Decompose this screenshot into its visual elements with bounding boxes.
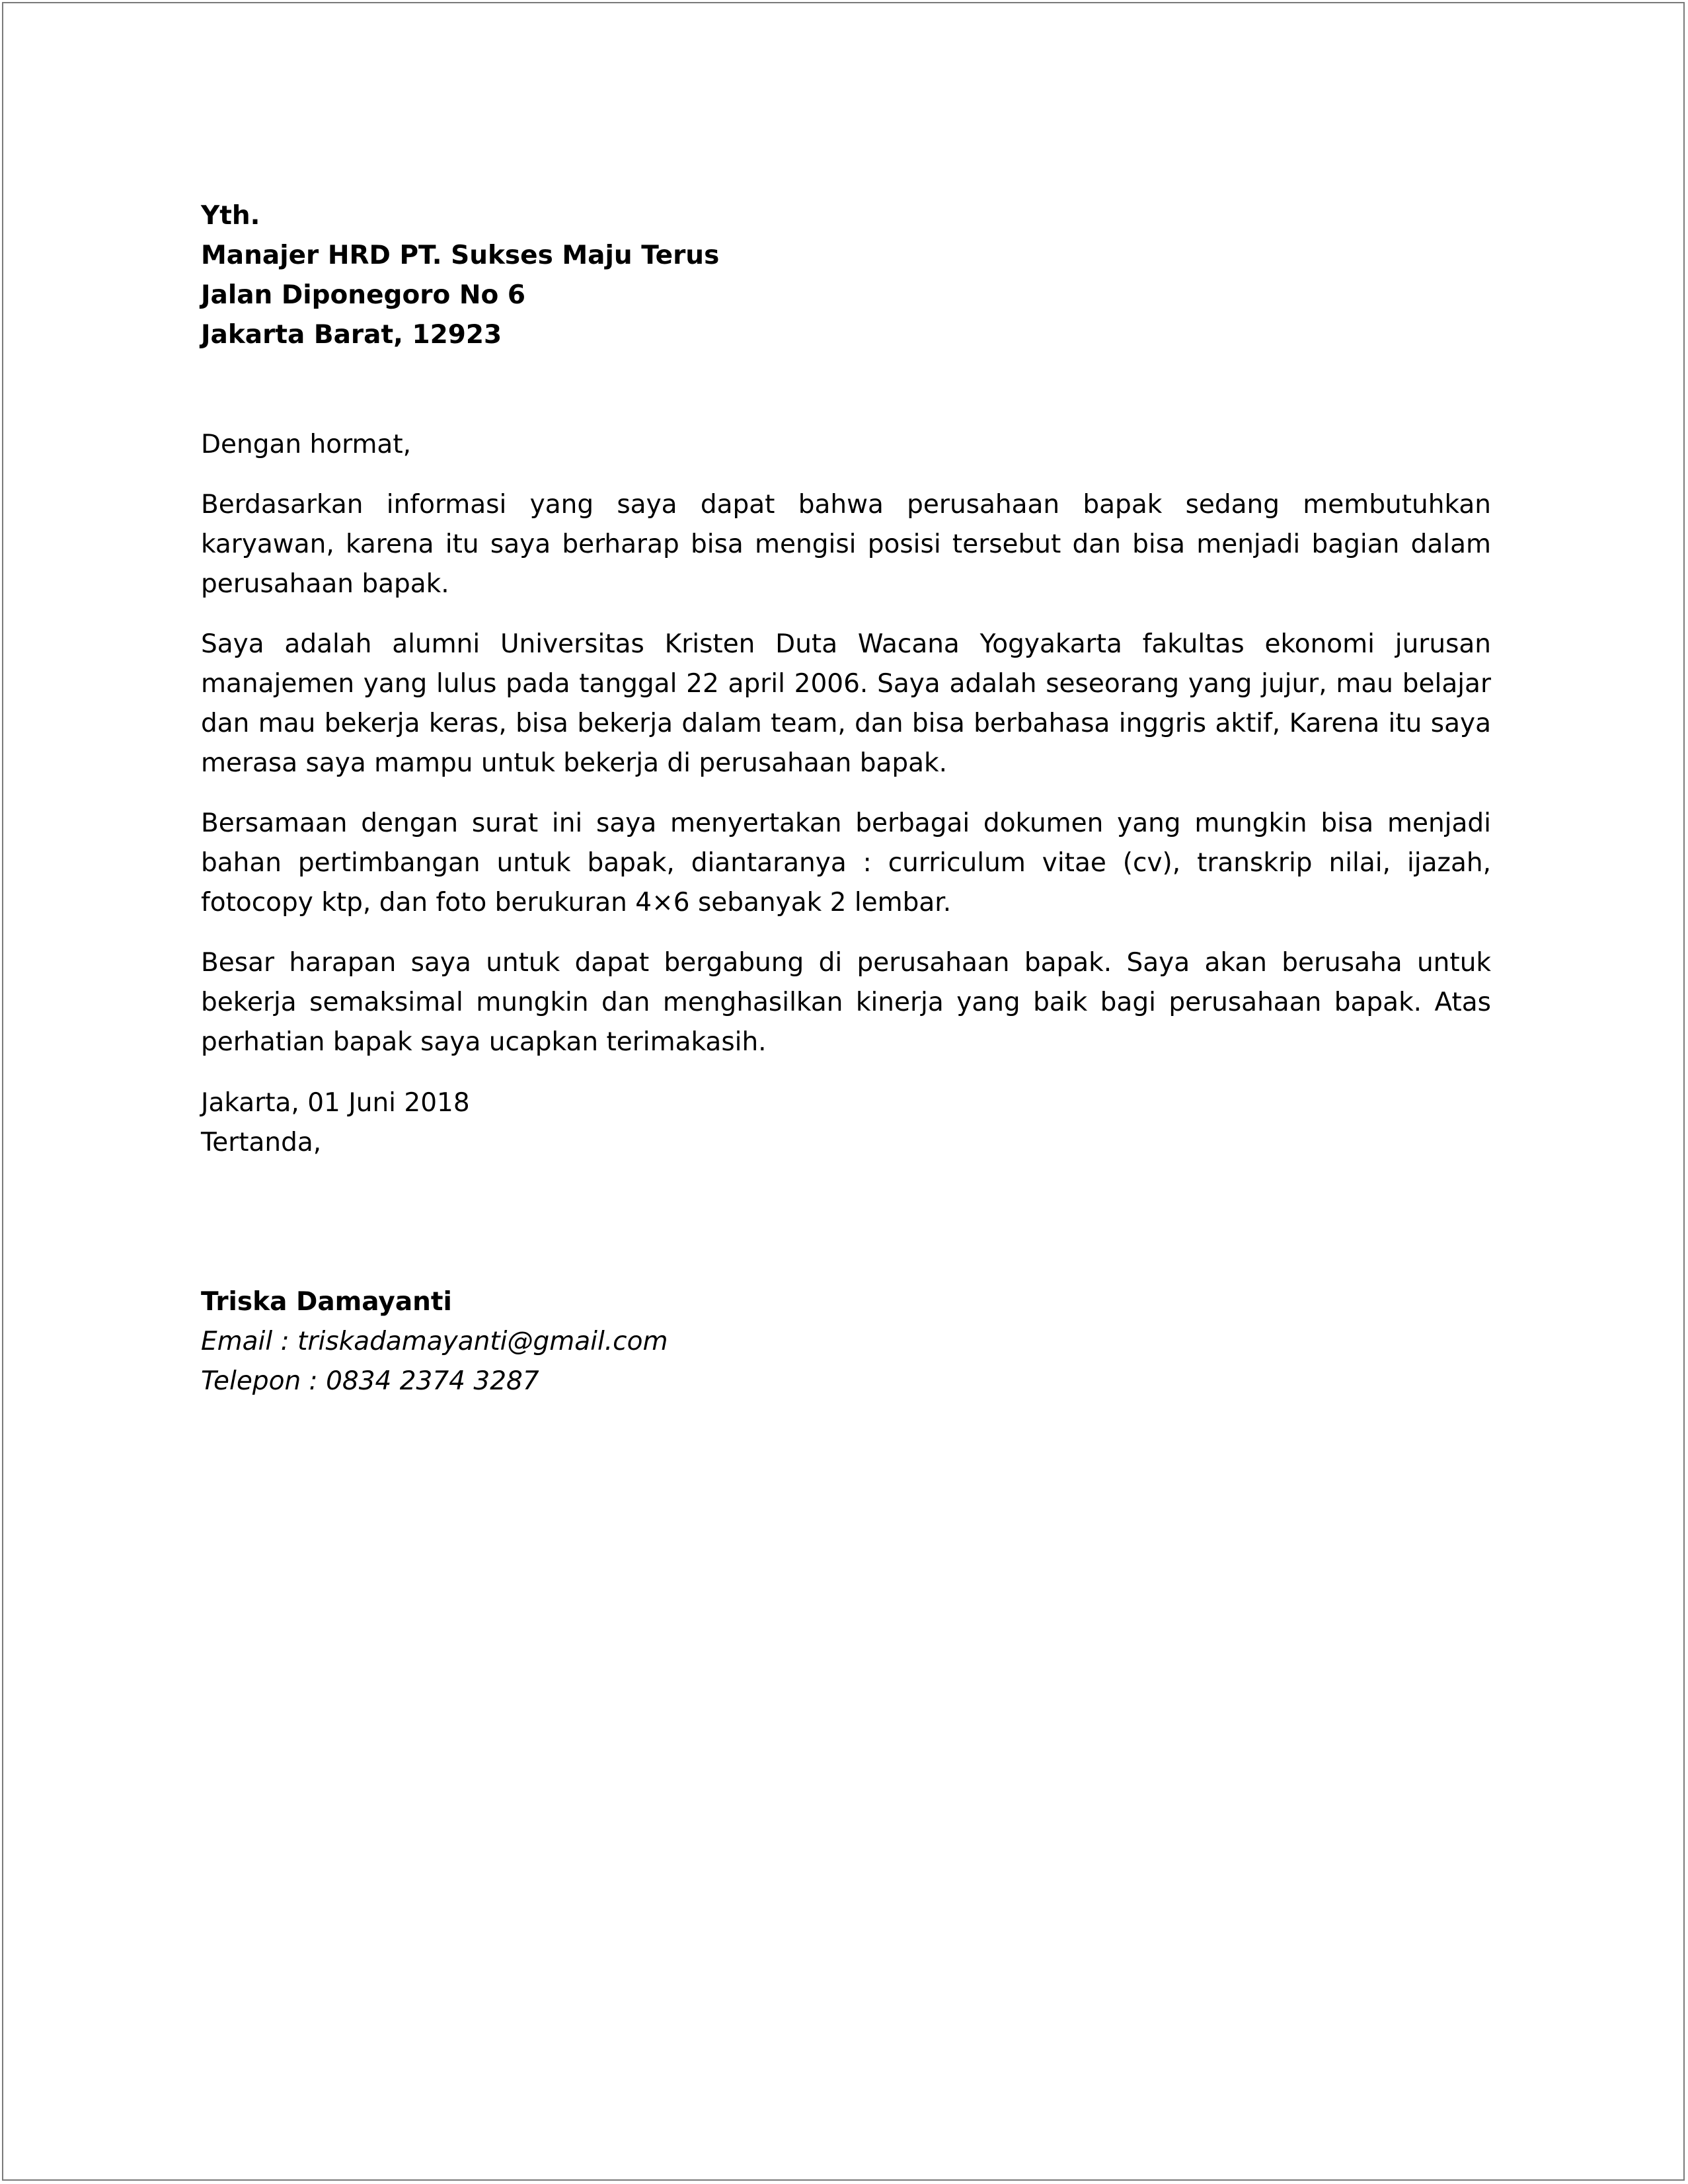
- sender-name: Triska Damayanti: [201, 1287, 452, 1317]
- paragraph: Saya adalah alumni Universitas Kristen Duta Wacana Yogyakarta fakultas ekonomi jurusan manajemen yang lulus pada tanggal 22 april 2006. Saya adalah seseorang yang jujur, mau belajar dan mau bekerja keras, bisa bekerja dalam team, dan bisa berbahasa inggris aktif, Karena itu saya merasa saya mampu untuk bekerja di perusahaan bapak.: [201, 629, 1491, 778]
- closing-block: [201, 1083, 1491, 1163]
- recipient-block: [201, 196, 1491, 355]
- sender-email: Email : triskadamayanti@gmail.com: [201, 1327, 668, 1356]
- letter-body: [201, 196, 1491, 1401]
- sender-block: [201, 1282, 1491, 1401]
- paragraph: Besar harapan saya untuk dapat bergabung di perusahaan bapak. Saya akan berusaha untuk bekerja semaksimal mungkin dan menghasilkan kinerja yang baik bagi perusahaan bapak. Atas perhatian bapak saya ucapkan terimakasih.: [201, 948, 1491, 1057]
- sender-phone: Telepon : 0834 2374 3287: [201, 1366, 539, 1396]
- place-date: Jakarta, 01 Juni 2018: [201, 1088, 470, 1118]
- greeting: Dengan hormat,: [201, 430, 412, 459]
- recipient-street: Jalan Diponegoro No 6: [201, 280, 525, 310]
- paragraph: Bersamaan dengan surat ini saya menyertakan berbagai dokumen yang mungkin bisa menjadi bahan pertimbangan untuk bapak, diantaranya : curriculum vitae (cv), transkrip nilai, ijazah, fotocopy ktp, dan foto berukuran 4×6 sebanyak 2 lembar.: [201, 808, 1491, 917]
- recipient-salutation: Yth.: [201, 201, 260, 231]
- recipient-position: Manajer HRD PT. Sukses Maju Terus: [201, 241, 720, 270]
- recipient-city: Jakarta Barat, 12923: [201, 320, 502, 350]
- paragraph: Berdasarkan informasi yang saya dapat bahwa perusahaan bapak sedang membutuhkan karyawan, karena itu saya berharap bisa mengisi posisi tersebut dan bisa menjadi bagian dalam perusahaan bapak.: [201, 490, 1491, 599]
- document-page: [2, 2, 1685, 2181]
- sign-off: Tertanda,: [201, 1128, 322, 1157]
